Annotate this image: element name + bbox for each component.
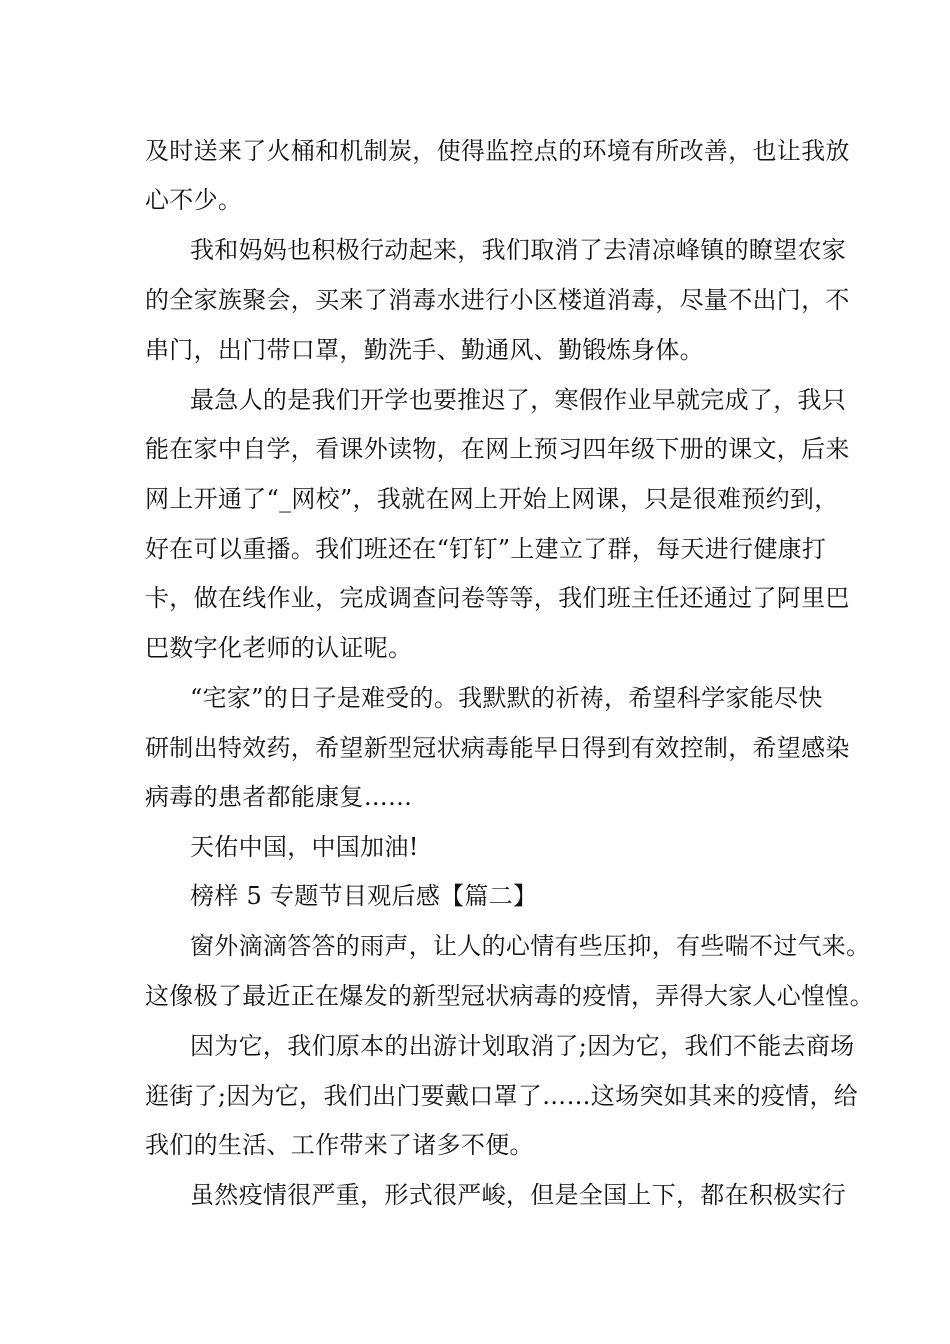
text-line: 好在可以重播。我们班还在“钉钉”上建立了群，每天进行健康打 <box>145 535 827 563</box>
paragraph-first-line: “宅家”的日子是难受的。我默默的祈祷，希望科学家能尽快 <box>190 684 823 712</box>
text-line: 卡，做在线作业，完成调查问卷等等，我们班主任还通过了阿里巴 <box>145 584 850 612</box>
text-line: 研制出特效药，希望新型冠状病毒能早日得到有效控制，希望感染 <box>145 734 850 762</box>
text-line: 能在家中自学，看课外读物，在网上预习四年级下册的课文，后来 <box>145 435 850 463</box>
text-line: 心不少。 <box>145 186 243 214</box>
paragraph-first-line: 我和妈妈也积极行动起来，我们取消了去清凉峰镇的瞭望农家 <box>190 236 847 264</box>
paragraph-first-line: 天佑中国，中国加油! <box>190 833 419 861</box>
text-line: 串门，出门带口罩，勤洗手、勤通风、勤锻炼身体。 <box>145 336 704 364</box>
paragraph-first-line: 因为它，我们原本的出游计划取消了;因为它，我们不能去商场 <box>190 1032 855 1060</box>
section-heading: 榜样 5 专题节目观后感【篇二】 <box>190 882 538 910</box>
text-line: 病毒的患者都能康复…… <box>145 783 413 811</box>
text-line: 我们的生活、工作带来了诸多不便。 <box>145 1131 534 1159</box>
text-line: 的全家族聚会，买来了消毒水进行小区楼道消毒，尽量不出门，不 <box>145 286 850 314</box>
text-line: 巴数字化老师的认证呢。 <box>145 634 413 662</box>
text-line: 及时送来了火桶和机制炭，使得监控点的环境有所改善，也让我放 <box>145 137 850 165</box>
paragraph-first-line: 虽然疫情很严重，形式很严峻，但是全国上下，都在积极实行 <box>190 1181 847 1209</box>
paragraph-first-line: 最急人的是我们开学也要推迟了，寒假作业早就完成了，我只 <box>190 386 847 414</box>
text-line: 这像极了最近正在爆发的新型冠状病毒的疫情，弄得大家人心惶惶。 <box>145 982 874 1010</box>
text-line: 逛街了;因为它，我们出门要戴口罩了……这场突如其来的疫情，给 <box>145 1082 859 1110</box>
paragraph-first-line: 窗外滴滴答答的雨声，让人的心情有些压抑，有些喘不过气来。 <box>190 932 871 960</box>
text-line: 网上开通了“_网校”，我就在网上开始上网课，只是很难预约到， <box>145 485 839 513</box>
